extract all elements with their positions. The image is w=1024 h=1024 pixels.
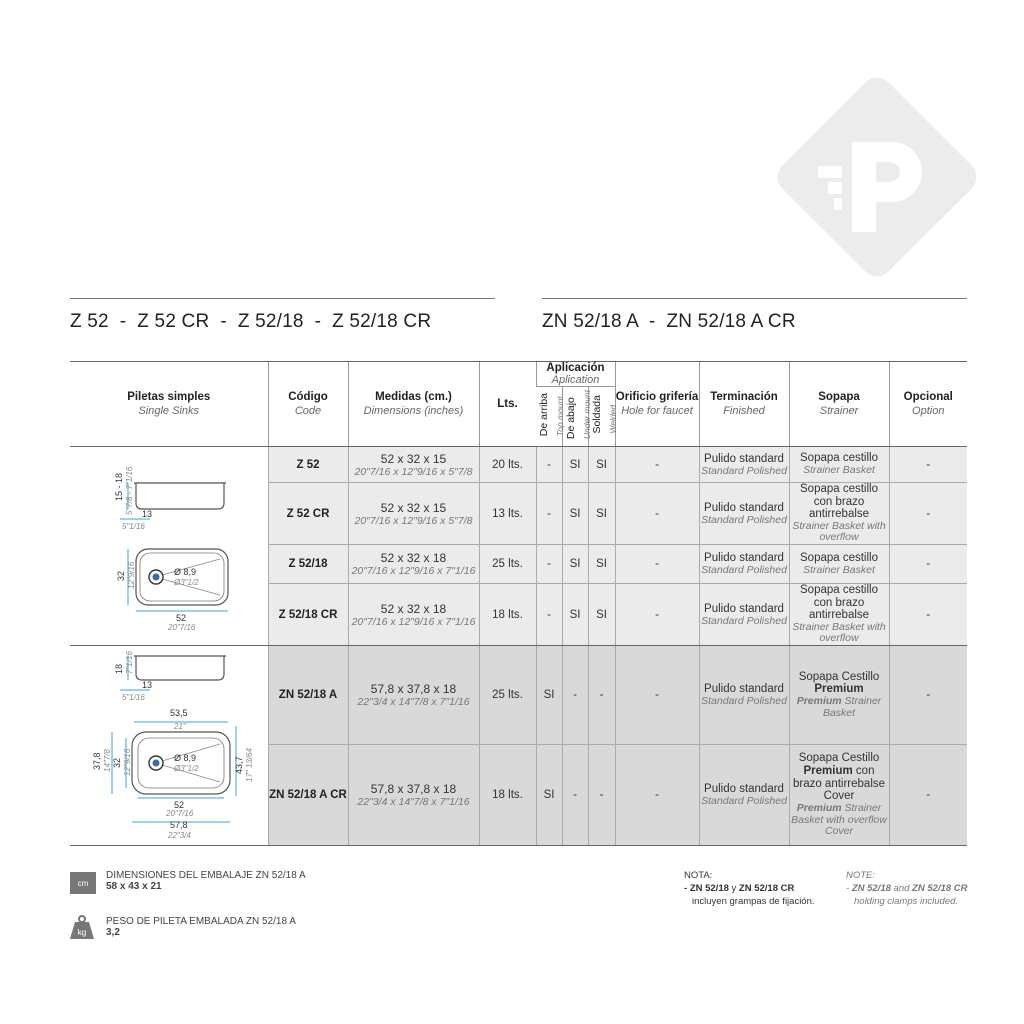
cell-abajo: - — [562, 646, 588, 745]
cell-code: ZN 52/18 A — [268, 646, 348, 745]
header-de-arriba: De arriba Top mount — [536, 387, 562, 447]
svg-text:20"7/16: 20"7/16 — [166, 809, 194, 819]
cell-soldada: SI — [588, 483, 615, 545]
svg-text:52: 52 — [174, 800, 185, 811]
cell-lts: 18 lts. — [479, 745, 536, 846]
cell-arriba: SI — [536, 646, 562, 745]
svg-text:12"9/16: 12"9/16 — [123, 748, 132, 777]
nota-en: NOTE: - ZN 52/18 and ZN 52/18 CR holding clamps included. — [846, 870, 968, 907]
peso-info — [106, 916, 296, 938]
header-terminacion: Terminación Finished — [699, 362, 789, 447]
title-left: Z 52 - Z 52 CR - Z 52/18 - Z 52/18 CR — [70, 311, 432, 332]
cell-opcional: - — [889, 745, 967, 846]
cell-sopapa: Sopapa cestillo Strainer Basket — [789, 447, 889, 483]
cell-soldada: SI — [588, 545, 615, 584]
cell-dimensions: 52 x 32 x 15 20"7/16 x 12"9/16 x 5"7/8 — [348, 447, 479, 483]
cell-arriba: - — [536, 483, 562, 545]
cell-orificio: - — [615, 483, 699, 545]
cm-icon: cm — [70, 872, 96, 894]
svg-text:Ø3"1/2: Ø3"1/2 — [174, 764, 199, 774]
header-sopapa: Sopapa Strainer — [789, 362, 889, 447]
header-soldada: Soldada Welded — [588, 387, 615, 447]
svg-text:Ø3"1/2: Ø3"1/2 — [174, 577, 199, 587]
cell-arriba: - — [536, 545, 562, 584]
svg-text:5"7/8 - 7"1/16: 5"7/8 - 7"1/16 — [125, 466, 134, 515]
cell-arriba: SI — [536, 745, 562, 846]
svg-text:5"1/16: 5"1/16 — [122, 521, 145, 531]
cell-terminacion: Pulido standard Standard Polished — [699, 545, 789, 584]
cell-dimensions: 57,8 x 37,8 x 18 22"3/4 x 14"7/8 x 7"1/16 — [348, 745, 479, 846]
header-piletas: Piletas simples Single Sinks — [70, 362, 268, 447]
svg-text:13: 13 — [142, 680, 153, 691]
peso-value: 3,2 — [106, 927, 120, 938]
svg-text:37,8: 37,8 — [92, 752, 102, 771]
title-rule-left — [70, 298, 495, 299]
cell-code: Z 52/18 CR — [268, 584, 348, 646]
cell-lts: 25 lts. — [479, 646, 536, 745]
svg-text:32: 32 — [112, 758, 122, 769]
cell-code: ZN 52/18 A CR — [268, 745, 348, 846]
drawing-zn52 — [70, 646, 268, 846]
cell-opcional: - — [889, 447, 967, 483]
drawing-z52 — [70, 447, 268, 646]
sink-drawing-zn52 — [70, 646, 268, 842]
cell-sopapa: Sopapa Cestillo Premium con brazo antirrebalse Cover Premium Strainer Basket with overflow Cover — [789, 745, 889, 846]
cell-dimensions: 52 x 32 x 18 20"7/16 x 12"9/16 x 7"1/16 — [348, 545, 479, 584]
svg-text:18: 18 — [114, 664, 124, 675]
cell-lts: 25 lts. — [479, 545, 536, 584]
svg-text:13: 13 — [142, 508, 153, 519]
cell-abajo: SI — [562, 483, 588, 545]
cell-opcional: - — [889, 545, 967, 584]
cell-arriba: - — [536, 584, 562, 646]
cell-opcional: - — [889, 584, 967, 646]
cell-opcional: - — [889, 483, 967, 545]
cell-lts: 20 lts. — [479, 447, 536, 483]
cell-orificio: - — [615, 745, 699, 846]
header-orificio: Orificio grifería Hole for faucet — [615, 362, 699, 447]
sink-drawing-z52 — [70, 449, 268, 641]
cell-sopapa: Sopapa cestillo con brazo antirrebalse Strainer Basket with overflow — [789, 584, 889, 646]
cell-orificio: - — [615, 545, 699, 584]
svg-text:kg: kg — [77, 928, 87, 937]
svg-text:52: 52 — [176, 612, 187, 623]
cell-terminacion: Pulido standard Standard Polished — [699, 483, 789, 545]
svg-text:Ø 8,9: Ø 8,9 — [174, 566, 197, 577]
header-medidas: Medidas (cm.) Dimensions (inches) — [348, 362, 479, 447]
cell-code: Z 52 — [268, 447, 348, 483]
title-rule-right — [542, 298, 967, 299]
nota-es: NOTA: - ZN 52/18 y ZN 52/18 CR incluyen grampas de fijación. — [684, 870, 815, 907]
cell-orificio: - — [615, 646, 699, 745]
svg-text:20"7/16: 20"7/16 — [168, 622, 196, 632]
cell-terminacion: Pulido standard Standard Polished — [699, 584, 789, 646]
header-codigo: Código Code — [268, 362, 348, 447]
cell-dimensions: 57,8 x 37,8 x 18 22"3/4 x 14"7/8 x 7"1/16 — [348, 646, 479, 745]
svg-text:17" 13/64: 17" 13/64 — [245, 748, 254, 783]
svg-text:21": 21" — [174, 722, 186, 732]
cell-soldada: SI — [588, 447, 615, 483]
svg-text:5"1/16: 5"1/16 — [122, 693, 145, 703]
svg-text:15 - 18: 15 - 18 — [114, 472, 124, 501]
cell-code: Z 52 CR — [268, 483, 348, 545]
svg-text:Ø 8,9: Ø 8,9 — [174, 753, 197, 764]
cell-terminacion: Pulido standard Standard Polished — [699, 646, 789, 745]
embalaje-value: 58 x 43 x 21 — [106, 881, 162, 892]
cell-sopapa: Sopapa Cestillo Premium Premium Strainer Basket — [789, 646, 889, 745]
header-lts: Lts. — [479, 362, 536, 447]
cell-lts: 13 lts. — [479, 483, 536, 545]
cell-code: Z 52/18 — [268, 545, 348, 584]
cell-abajo: - — [562, 745, 588, 846]
embalaje-info — [106, 870, 306, 892]
cell-soldada: SI — [588, 584, 615, 646]
svg-text:53,5: 53,5 — [170, 708, 188, 719]
title-right: ZN 52/18 A - ZN 52/18 A CR — [542, 311, 796, 332]
cell-orificio: - — [615, 584, 699, 646]
header-de-abajo: De abajo Under mount — [562, 387, 588, 447]
cell-sopapa: Sopapa cestillo con brazo antirrebalse Strainer Basket with overflow — [789, 483, 889, 545]
svg-text:7"1/16: 7"1/16 — [125, 651, 134, 675]
cell-sopapa: Sopapa cestillo Strainer Basket — [789, 545, 889, 584]
cell-terminacion: Pulido standard Standard Polished — [699, 745, 789, 846]
cell-dimensions: 52 x 32 x 15 20"7/16 x 12"9/16 x 5"7/8 — [348, 483, 479, 545]
svg-text:12"9/16: 12"9/16 — [127, 561, 136, 589]
svg-text:57,8: 57,8 — [170, 820, 188, 831]
svg-text:22"3/4: 22"3/4 — [168, 831, 191, 841]
spec-table — [70, 361, 967, 846]
header-opcional: Opcional Option — [889, 362, 967, 447]
cell-soldada: - — [588, 646, 615, 745]
svg-text:14"7/8: 14"7/8 — [103, 749, 112, 773]
cell-terminacion: Pulido standard Standard Polished — [699, 447, 789, 483]
cell-arriba: - — [536, 447, 562, 483]
svg-text:32: 32 — [116, 570, 126, 581]
kg-weight-icon — [68, 914, 96, 940]
brand-logo-watermark — [770, 70, 984, 284]
embalaje-label: DIMENSIONES DEL EMBALAJE ZN 52/18 A — [106, 870, 306, 881]
table-row — [70, 646, 967, 745]
cell-abajo: SI — [562, 584, 588, 646]
peso-label: PESO DE PILETA EMBALADA ZN 52/18 A — [106, 916, 296, 927]
cell-abajo: SI — [562, 447, 588, 483]
cell-soldada: - — [588, 745, 615, 846]
header-aplicacion: Aplicación Aplication — [536, 362, 615, 387]
cell-lts: 18 lts. — [479, 584, 536, 646]
cell-opcional: - — [889, 646, 967, 745]
cell-orificio: - — [615, 447, 699, 483]
cell-dimensions: 52 x 32 x 18 20"7/16 x 12"9/16 x 7"1/16 — [348, 584, 479, 646]
table-row — [70, 447, 967, 483]
cell-abajo: SI — [562, 545, 588, 584]
svg-text:43,7: 43,7 — [234, 756, 244, 775]
